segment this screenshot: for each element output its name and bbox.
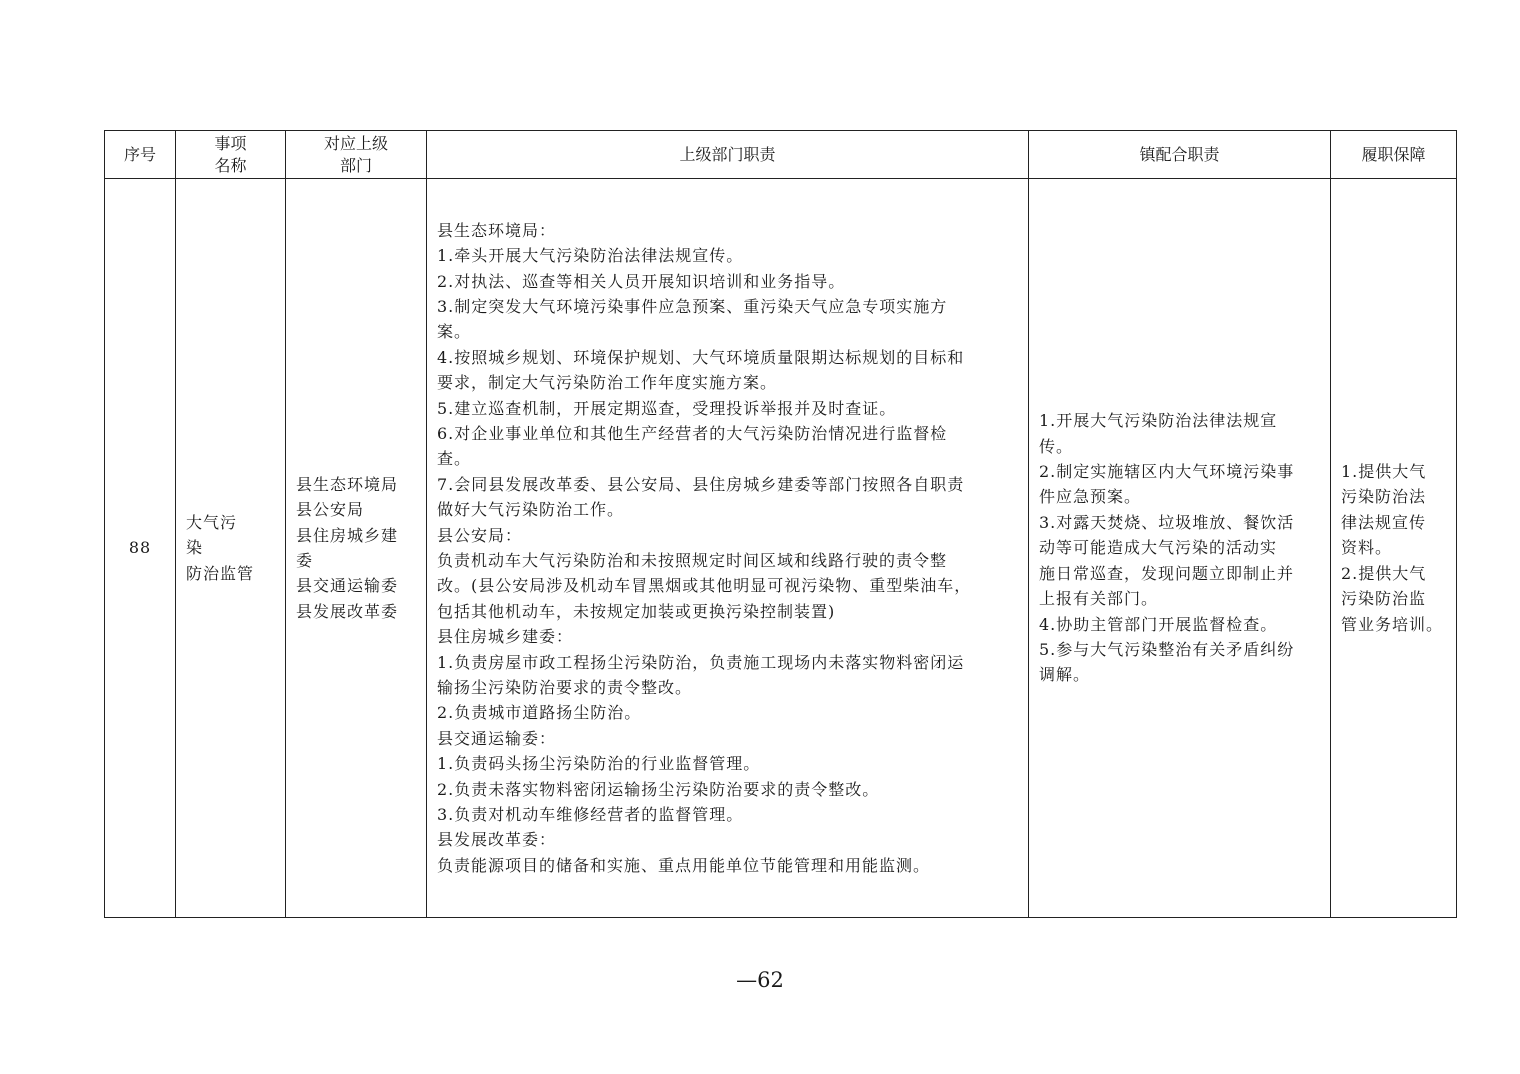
- item-name-line: 大气污: [186, 512, 238, 532]
- town-duty-line: 传。: [1039, 436, 1074, 456]
- upper-department-cell: [286, 179, 427, 918]
- department-line: 县住房城乡建: [296, 525, 399, 545]
- upper-duty-line: 1.负责房屋市政工程扬尘污染防治，负责施工现场内未落实物料密闭运: [437, 652, 965, 672]
- guarantee-line: 1.提供大气: [1341, 462, 1427, 482]
- header-upper-duty: 上级部门职责: [427, 131, 1029, 179]
- guarantee-line: 2.提供大气: [1341, 563, 1427, 583]
- page-number: —62: [736, 968, 784, 992]
- item-name-line: 染: [186, 538, 204, 558]
- upper-duty-line: 查。: [437, 449, 472, 469]
- upper-duty-line: 负责能源项目的储备和实施、重点用能单位节能管理和用能监测。: [437, 855, 931, 875]
- upper-duty-line: 包括其他机动车，未按规定加装或更换污染控制装置): [437, 601, 836, 621]
- upper-duty-line: 5.建立巡查机制，开展定期巡查，受理投诉举报并及时查证。: [437, 398, 897, 418]
- town-duty-line: 1.开展大气污染防治法律法规宣: [1039, 411, 1278, 431]
- header-town-duty: 镇配合职责: [1029, 131, 1331, 179]
- town-duty-line: 3.对露天焚烧、垃圾堆放、餐饮活: [1039, 512, 1295, 532]
- department-line: 委: [296, 551, 314, 570]
- upper-duty-line: 案。: [437, 322, 472, 342]
- town-duty-line: 2.制定实施辖区内大气环境污染事: [1039, 462, 1295, 482]
- header-upper-department: 对应上级 部门: [286, 131, 427, 179]
- upper-duty-line: 县交通运输委：: [437, 728, 557, 748]
- department-line: 县发展改革委: [296, 601, 399, 621]
- upper-duty-line: 县住房城乡建委：: [437, 627, 574, 647]
- header-row: [105, 131, 1457, 179]
- guarantee-line: 污染防治监: [1341, 589, 1427, 609]
- upper-duty-line: 2.负责城市道路扬尘防治。: [437, 703, 642, 723]
- header-seq: 序号: [105, 131, 176, 179]
- header-guarantee: 履职保障: [1331, 131, 1457, 179]
- department-line: 县生态环境局: [296, 474, 399, 494]
- town-duty-cell: [1029, 179, 1331, 918]
- item-name-line: 防治监管: [186, 563, 255, 583]
- guarantee-line: 污染防治法: [1341, 487, 1427, 507]
- town-duty-line: 调解。: [1039, 665, 1091, 685]
- upper-duty-line: 7.会同县发展改革委、县公安局、县住房城乡建委等部门按照各自职责: [437, 474, 965, 494]
- upper-duty-line: 负责机动车大气污染防治和未按照规定时间区域和线路行驶的责令整: [437, 551, 948, 570]
- header-item-name: 事项 名称: [176, 131, 286, 179]
- town-duty-line: 上报有关部门。: [1039, 589, 1159, 609]
- department-line: 县公安局: [296, 500, 365, 520]
- upper-duty-line: 1.负责码头扬尘污染防治的行业监督管理。: [437, 754, 761, 774]
- guarantee-line: 资料。: [1341, 538, 1393, 558]
- duty-table: [104, 130, 1457, 918]
- guarantee-cell: [1331, 179, 1457, 918]
- town-duty-line: 4.协助主管部门开展监督检查。: [1039, 614, 1278, 634]
- item-name-cell: [176, 179, 286, 918]
- upper-duty-line: 改。(县公安局涉及机动车冒黑烟或其他明显可视污染物、重型柴油车，: [437, 576, 972, 596]
- upper-duty-line: 做好大气污染防治工作。: [437, 500, 625, 520]
- department-line: 县交通运输委: [296, 576, 399, 596]
- town-duty-line: 施日常巡查，发现问题立即制止并: [1039, 563, 1295, 583]
- upper-duty-line: 要求，制定大气污染防治工作年度实施方案。: [437, 373, 778, 393]
- upper-duty-line: 3.制定突发大气环境污染事件应急预案、重污染天气应急专项实施方: [437, 296, 948, 316]
- upper-duty-line: 1.牵头开展大气污染防治法律法规宣传。: [437, 246, 744, 266]
- upper-duty-line: 县生态环境局：: [437, 220, 557, 240]
- upper-duty-line: 3.负责对机动车维修经营者的监督管理。: [437, 805, 744, 825]
- guarantee-line: 管业务培训。: [1341, 614, 1444, 634]
- town-duty-line: 件应急预案。: [1039, 487, 1142, 507]
- upper-duty-line: 县公安局：: [437, 525, 523, 545]
- upper-duty-line: 输扬尘污染防治要求的责令整改。: [437, 678, 693, 698]
- seq-cell: 88: [105, 179, 176, 918]
- table-row: [105, 179, 1457, 918]
- upper-duty-line: 2.负责未落实物料密闭运输扬尘污染防治要求的责令整改。: [437, 779, 880, 799]
- upper-duty-line: 6.对企业事业单位和其他生产经营者的大气污染防治情况进行监督检: [437, 423, 948, 443]
- upper-duty-line: 县发展改革委：: [437, 830, 557, 850]
- guarantee-line: 律法规宣传: [1341, 512, 1427, 532]
- upper-duty-line: 2.对执法、巡查等相关人员开展知识培训和业务指导。: [437, 271, 846, 291]
- town-duty-line: 动等可能造成大气污染的活动实: [1039, 538, 1278, 558]
- upper-duty-line: 4.按照城乡规划、环境保护规划、大气环境质量限期达标规划的目标和: [437, 347, 965, 367]
- town-duty-line: 5.参与大气污染整治有关矛盾纠纷: [1039, 639, 1295, 659]
- upper-duty-cell: [427, 179, 1029, 918]
